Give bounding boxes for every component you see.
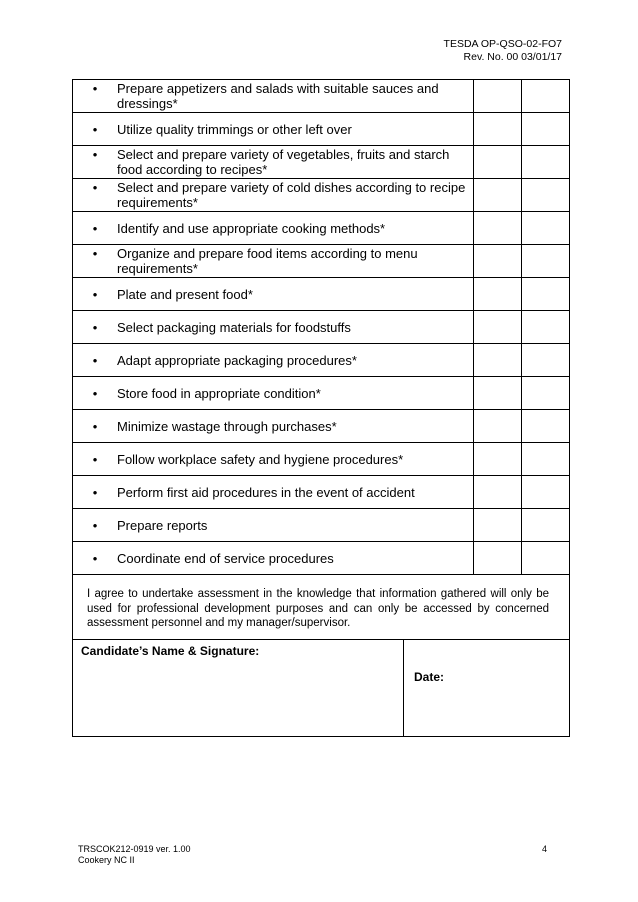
skill-text: Plate and present food*	[117, 286, 253, 302]
signature-table	[72, 639, 570, 737]
check-cell-yes[interactable]	[474, 509, 522, 542]
skill-text: Perform first aid procedures in the event of accident	[117, 484, 415, 500]
skill-row	[73, 344, 570, 377]
skill-row	[73, 410, 570, 443]
date-field[interactable]	[404, 640, 570, 737]
check-cell-yes[interactable]	[474, 179, 522, 212]
skill-row	[73, 377, 570, 410]
check-cell-yes[interactable]	[474, 80, 522, 113]
skill-text: Follow workplace safety and hygiene procedures*	[117, 451, 404, 467]
bullet-icon: •	[92, 286, 98, 302]
skill-row	[73, 179, 570, 212]
check-cell-yes[interactable]	[474, 278, 522, 311]
check-cell-yes[interactable]	[474, 311, 522, 344]
check-cell-yes[interactable]	[474, 410, 522, 443]
skill-row	[73, 113, 570, 146]
check-cell-no[interactable]	[522, 179, 570, 212]
check-cell-no[interactable]	[522, 476, 570, 509]
skill-text: Minimize wastage through purchases*	[117, 418, 337, 434]
skill-row	[73, 476, 570, 509]
footer	[78, 844, 191, 866]
check-cell-no[interactable]	[522, 377, 570, 410]
bullet-icon: •	[92, 385, 98, 401]
skill-cell	[73, 278, 474, 311]
check-cell-no[interactable]	[522, 146, 570, 179]
skill-text: Prepare appetizers and salads with suitable sauces and dressings*	[117, 81, 439, 111]
revision-number: Rev. No. 00 03/01/17	[463, 51, 562, 63]
check-cell-no[interactable]	[522, 80, 570, 113]
skill-cell	[73, 245, 474, 278]
check-cell-yes[interactable]	[474, 113, 522, 146]
skill-text: Coordinate end of service procedures	[117, 550, 334, 566]
skill-row	[73, 542, 570, 575]
bullet-icon: •	[92, 517, 98, 533]
check-cell-no[interactable]	[522, 212, 570, 245]
bullet-icon: •	[92, 352, 98, 368]
skill-text: Organize and prepare food items according to menu requirements*	[117, 246, 418, 276]
skill-text: Select packaging materials for foodstuffs	[117, 319, 351, 335]
bullet-icon: •	[92, 319, 98, 335]
bullet-icon: •	[92, 451, 98, 467]
bullet-icon: •	[92, 484, 98, 500]
skill-cell	[73, 344, 474, 377]
footer-code: TRSCOK212-0919 ver. 1.00	[78, 844, 191, 854]
bullet-icon: •	[92, 220, 98, 236]
check-cell-no[interactable]	[522, 410, 570, 443]
check-cell-yes[interactable]	[474, 377, 522, 410]
skill-cell	[73, 377, 474, 410]
skill-row	[73, 509, 570, 542]
skill-row	[73, 278, 570, 311]
check-cell-no[interactable]	[522, 443, 570, 476]
bullet-icon: •	[92, 81, 98, 96]
check-cell-no[interactable]	[522, 509, 570, 542]
skill-cell	[73, 179, 474, 212]
bullet-icon: •	[92, 121, 98, 137]
check-cell-no[interactable]	[522, 113, 570, 146]
skill-row	[73, 80, 570, 113]
check-cell-no[interactable]	[522, 542, 570, 575]
skill-text: Adapt appropriate packaging procedures*	[117, 352, 357, 368]
check-cell-no[interactable]	[522, 311, 570, 344]
skill-cell	[73, 476, 474, 509]
skills-checklist-table	[72, 79, 570, 640]
date-label: Date:	[414, 670, 445, 684]
skill-row	[73, 245, 570, 278]
check-cell-no[interactable]	[522, 245, 570, 278]
skill-text: Utilize quality trimmings or other left over	[117, 121, 352, 137]
skill-row	[73, 212, 570, 245]
check-cell-yes[interactable]	[474, 542, 522, 575]
skill-cell	[73, 509, 474, 542]
check-cell-no[interactable]	[522, 344, 570, 377]
bullet-icon: •	[92, 180, 98, 195]
candidate-name-signature-field[interactable]	[73, 640, 404, 737]
document-header	[444, 38, 562, 64]
agreement-text: I agree to undertake assessment in the knowledge that information gathered will only be used for professional development purposes and can only be accessed by concerned assessment personnel and my manager/supervisor.	[73, 575, 570, 640]
check-cell-yes[interactable]	[474, 476, 522, 509]
check-cell-yes[interactable]	[474, 212, 522, 245]
check-cell-no[interactable]	[522, 278, 570, 311]
bullet-icon: •	[92, 418, 98, 434]
page-number: 4	[542, 844, 548, 854]
check-cell-yes[interactable]	[474, 443, 522, 476]
skill-row	[73, 146, 570, 179]
skill-text: Identify and use appropriate cooking methods*	[117, 220, 386, 236]
skill-text: Select and prepare variety of vegetables, fruits and starch food according to recipes*	[117, 147, 450, 177]
skill-text: Prepare reports	[117, 517, 208, 533]
skill-cell	[73, 410, 474, 443]
skill-cell	[73, 212, 474, 245]
signature-row	[73, 640, 570, 737]
skill-rows	[73, 80, 570, 575]
check-cell-yes[interactable]	[474, 146, 522, 179]
skill-cell	[73, 146, 474, 179]
skill-row	[73, 443, 570, 476]
bullet-icon: •	[92, 147, 98, 162]
skill-cell	[73, 113, 474, 146]
candidate-name-label: Candidate’s Name & Signature:	[81, 644, 260, 658]
skill-cell	[73, 443, 474, 476]
skill-cell	[73, 80, 474, 113]
form-code: TESDA OP-QSO-02-FO7	[443, 38, 562, 50]
skill-cell	[73, 542, 474, 575]
agreement-row	[73, 575, 570, 640]
skill-text: Select and prepare variety of cold dishes according to recipe requirements*	[117, 180, 466, 210]
bullet-icon: •	[92, 550, 98, 566]
skill-row	[73, 311, 570, 344]
check-cell-yes[interactable]	[474, 344, 522, 377]
skill-cell	[73, 311, 474, 344]
check-cell-yes[interactable]	[474, 245, 522, 278]
footer-qualification: Cookery NC II	[78, 855, 135, 865]
skill-text: Store food in appropriate condition*	[117, 385, 321, 401]
bullet-icon: •	[92, 246, 98, 261]
